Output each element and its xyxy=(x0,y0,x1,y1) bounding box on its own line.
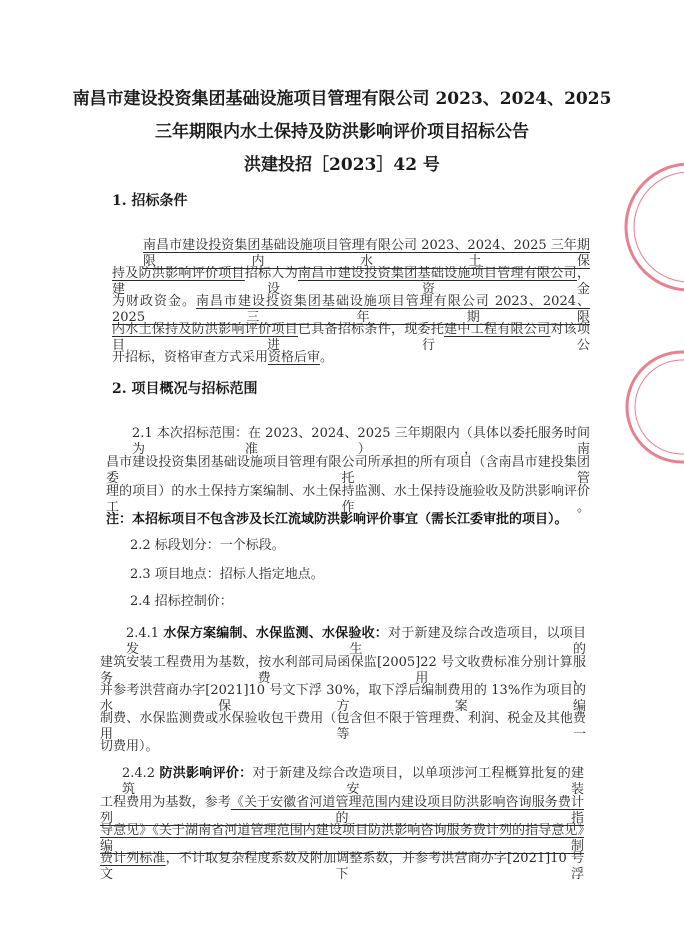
text-segment: 为财政资金。 xyxy=(112,294,196,309)
underlined-text: 南昌市建设投资集团基础设施项目管理有限公司 xyxy=(297,266,577,281)
underlined-text: 《关于安徽省河道管理范围内建设项目防洪影响咨询服务费计列的指 xyxy=(100,795,584,826)
text-line xyxy=(100,851,584,883)
title-line-2: 三年期限内水土保持及防洪影响评价项目招标公告 xyxy=(155,122,529,142)
text-segment: 2.4 招标控制价： xyxy=(130,594,233,609)
underlined-text: 费计列标准 xyxy=(100,851,166,866)
text-line xyxy=(106,512,590,528)
text-line xyxy=(106,455,590,487)
underlined-text: 南昌市建设投资集团基础设施项目管理有限公司 2023、2024、2025 三年期限内水土保 xyxy=(143,238,590,269)
official-seal-stamp xyxy=(622,160,684,294)
text-line xyxy=(122,766,584,798)
official-seal-stamp xyxy=(622,348,684,466)
text-line xyxy=(100,739,586,755)
text-line xyxy=(130,594,590,610)
text-segment: 已具备招标条件，现委托 xyxy=(297,322,445,337)
bold-text: 水保方案编制、水保监测、水保验收： xyxy=(163,626,389,641)
text-segment: 制费、水保监测费或水保验收包干费用（包含但不限于管理费、利润、税金及其他费用等一 xyxy=(100,711,586,742)
text-segment: 2.3 项目地点：招标人指定地点。 xyxy=(130,567,324,582)
underlined-text: 建中工程有限公司 xyxy=(444,322,551,337)
text-segment: 2.1 本次招标范围：在 2023、2024、2025 三年期限内（具体以委托服务时间为准），南 xyxy=(132,426,590,457)
title-line-1: 南昌市建设投资集团基础设施项目管理有限公司 2023、2024、2025 xyxy=(72,89,612,109)
text-segment: 。 xyxy=(320,350,334,365)
text-segment: 2.4.2 xyxy=(122,766,160,781)
document-number: 洪建投招［2023］42 号 xyxy=(244,155,440,175)
text-segment: 昌市建设投资集团基础设施项目管理有限公司所承担的所有项目（含南昌市建投集团委托管 xyxy=(106,455,590,486)
text-segment: ，建设资金 xyxy=(112,266,590,297)
text-line xyxy=(112,350,590,366)
section-heading-1: 1. 招标条件 xyxy=(112,193,188,209)
underlined-text: 持及防洪影响评价项目 xyxy=(112,266,245,281)
text-segment: 招标人为 xyxy=(244,266,298,281)
text-segment: 对该项目进行公 xyxy=(112,322,590,353)
text-segment: 建筑安装工程费用为基数，按水利部司局函保监[2005]22 号文收费标准分别计算服务费用， xyxy=(100,655,586,686)
text-segment: 对于新建及综合改造项目，以项目发生的 xyxy=(126,626,586,657)
text-segment: 对于新建及综合改造项目，以单项涉河工程概算批复的建筑安装 xyxy=(122,766,584,797)
text-line xyxy=(130,567,590,583)
text-segment: 工程费用为基数，参考 xyxy=(100,795,231,810)
text-line xyxy=(126,626,586,658)
underlined-text: 内水土保持及防洪影响评价项目 xyxy=(112,322,298,337)
bold-text: 防洪影响评价： xyxy=(159,766,253,781)
text-segment: 理的项目）的水土保持方案编制、水土保持监测、水土保持设施验收及防洪影响评价工作。 xyxy=(106,484,590,515)
text-segment: 并参考洪营商办字[2021]10 号文下浮 30%，取下浮后编制费用的 13%作为项目的水保方案编 xyxy=(100,683,586,714)
text-segment: ，不计取复杂程度系数及附加调整系数，并参考洪营商办字[2021]10 号文下浮 xyxy=(100,851,584,882)
underlined-text: 导意见》《关于湖南省河道管理范围内建设项目防洪影响咨询服务费计列的指导意见》编制 xyxy=(100,823,584,854)
text-segment: 开招标，资格审查方式采用 xyxy=(112,350,269,365)
text-segment: 2.2 标段划分：一个标段。 xyxy=(130,538,285,553)
underlined-text: 资格后审 xyxy=(268,350,321,365)
text-segment: 2.4.1 xyxy=(126,626,164,641)
section-heading-2: 2. 项目概况与招标范围 xyxy=(112,381,258,397)
text-segment: 切费用）。 xyxy=(100,739,159,754)
bold-text: 注：本招标项目不包含涉及长江流域防洪影响评价事宜（需长江委审批的项目）。 xyxy=(106,512,568,527)
text-line xyxy=(132,426,590,458)
text-line xyxy=(130,538,590,554)
underlined-text: 南昌市建设投资集团基础设施项目管理有限公司 2023、2024、2025 三年期限 xyxy=(112,294,590,325)
